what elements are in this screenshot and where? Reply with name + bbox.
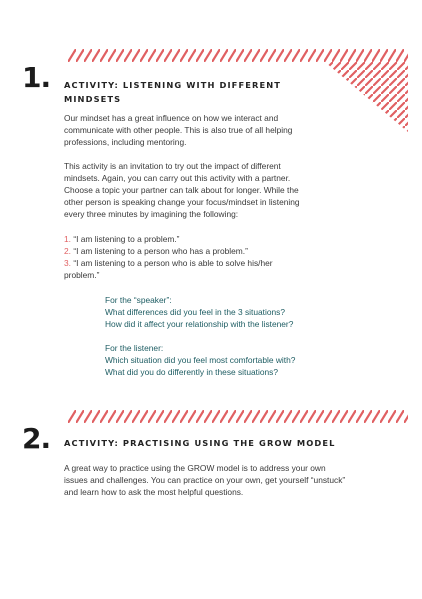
section-number: 2.	[22, 422, 51, 455]
text-line: Choose a topic your partner can talk about for longer. While the	[64, 185, 299, 196]
list-number: 3.	[64, 258, 71, 269]
decorative-stripes-top	[68, 49, 408, 62]
section-heading: ACTIVITY: PRACTISING USING THE GROW MODEL	[64, 438, 336, 448]
section-heading-line: MINDSETS	[64, 93, 122, 104]
list-item	[64, 257, 394, 269]
text-line: every three minutes by imagining the following:	[64, 209, 239, 220]
section-heading-line: ACTIVITY: LISTENING WITH DIFFERENT	[64, 80, 282, 90]
mindset-list	[64, 233, 394, 281]
text-line: professions, including mentoring.	[64, 137, 187, 148]
list-item	[64, 245, 394, 257]
text-line: communicate with other people. This is also true of all helping	[64, 125, 293, 136]
list-text: “I am listening to a problem.”	[73, 234, 180, 244]
list-item	[64, 233, 394, 245]
speaker-questions	[105, 294, 405, 330]
question-line: What did you do differently in these situations?	[105, 367, 279, 378]
stripe-pattern	[68, 49, 408, 62]
listener-questions	[105, 342, 405, 378]
question-line: What differences did you feel in the 3 situations?	[105, 307, 286, 318]
question-line: How did it affect your relationship with the listener?	[105, 319, 294, 330]
section-heading	[64, 79, 324, 106]
list-number: 2.	[64, 246, 71, 257]
stripe-pattern	[68, 410, 408, 423]
text-line: and learn how to ask the most helpful questions.	[64, 487, 244, 498]
intro-paragraph	[64, 112, 394, 148]
decorative-stripes-top	[68, 410, 408, 423]
list-text: “I am listening to a person who is able to solve his/her	[73, 258, 273, 269]
list-number: 1.	[64, 234, 71, 244]
text-line: This activity is an invitation to try out the impact of different	[64, 161, 281, 171]
text-line: A great way to practice using the GROW model is to address your own	[64, 463, 326, 473]
speaker-label: For the “speaker”:	[105, 295, 172, 305]
section-number: 1.	[22, 61, 51, 94]
question-line: Which situation did you feel most comfortable with?	[105, 355, 296, 366]
text-line: issues and challenges. You can practice on your own, get yourself “unstuck”	[64, 475, 346, 486]
text-line: other person is speaking change your focus/mindset in listening	[64, 197, 300, 208]
list-continuation: problem.”	[64, 270, 100, 281]
activity-paragraph	[64, 160, 394, 220]
list-text: “I am listening to a person who has a problem.”	[73, 246, 248, 257]
listener-label: For the listener:	[105, 343, 164, 353]
grow-paragraph	[64, 462, 414, 498]
text-line: mindsets. Again, you can carry out this activity with a partner.	[64, 173, 291, 184]
text-line: Our mindset has a great influence on how we interact and	[64, 113, 279, 123]
